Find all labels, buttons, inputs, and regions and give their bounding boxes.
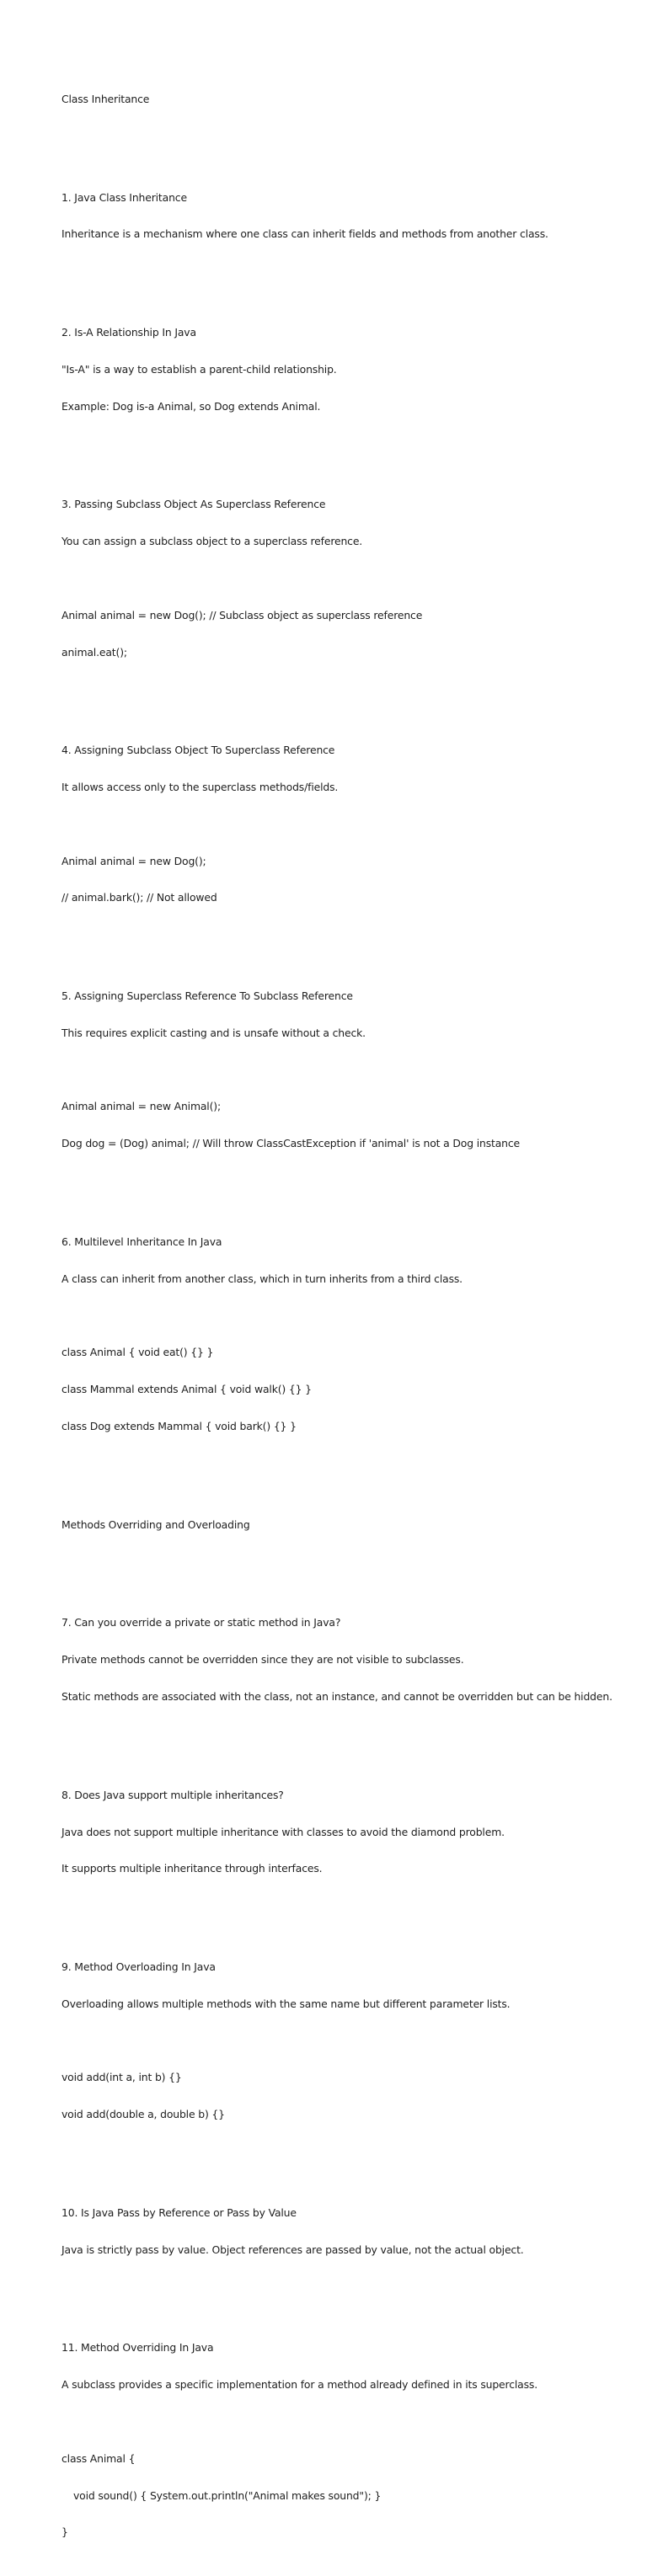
section-heading: 6. Multilevel Inheritance In Java <box>61 1235 222 1248</box>
spacer <box>61 2146 634 2158</box>
spacer <box>61 1555 634 1568</box>
section-heading: 3. Passing Subclass Object As Superclass Reference <box>61 498 326 511</box>
section-text: Inheritance is a mechanism where one class can inherit fields and methods from another class. <box>61 227 548 241</box>
section-text: It allows access only to the superclass methods/fields. <box>61 781 339 794</box>
section-text: Static methods are associated with the class, not an instance, and cannot be overridden but can be hidden. <box>61 1689 612 1703</box>
spacer <box>61 437 634 450</box>
code-line: Dog dog = (Dog) animal; // Will throw ClassCastException if 'animal' is not a Dog instance <box>61 1137 520 1150</box>
code-line: Animal animal = new Animal(); <box>61 1100 221 1113</box>
section-heading: 8. Does Java support multiple inheritances? <box>61 1788 284 1801</box>
section-heading: 5. Assigning Superclass Reference To Subclass Reference <box>61 989 353 1003</box>
section-text: A subclass provides a specific implementation for a method already defined in its superclass. <box>61 2378 537 2392</box>
code-line: class Animal { void eat() {} } <box>61 1346 214 1359</box>
code-line: // animal.bark(); // Not allowed <box>61 891 217 904</box>
spacer <box>61 573 634 585</box>
code-line: class Dog extends Mammal { void bark() {} } <box>61 1419 297 1432</box>
document-body <box>61 56 634 2576</box>
document-title: Class Inheritance <box>61 92 150 105</box>
spacer <box>61 1064 634 1077</box>
code-line: class Mammal extends Animal { void walk() {} } <box>61 1383 312 1396</box>
section-text: "Is-A" is a way to establish a parent-child relationship. <box>61 362 337 376</box>
section-heading: 10. Is Java Pass by Reference or Pass by Value <box>61 2205 297 2219</box>
section-text: Java does not support multiple inheritance with classes to avoid the diamond problem. <box>61 1825 505 1838</box>
code-line: } <box>61 2525 68 2539</box>
spacer <box>61 683 634 696</box>
section-text: Java is strictly pass by value. Object references are passed by value, not the actual object. <box>61 2243 524 2256</box>
spacer <box>61 929 634 941</box>
spacer <box>61 1310 634 1323</box>
code-line: animal.eat(); <box>61 645 127 659</box>
spacer <box>61 1728 634 1741</box>
spacer <box>61 131 634 143</box>
document-subtitle: Methods Overriding and Overloading <box>61 1517 250 1531</box>
spacer <box>61 265 634 278</box>
section-heading: 7. Can you override a private or static method in Java? <box>61 1616 341 1629</box>
spacer <box>61 1900 634 1912</box>
code-line: Animal animal = new Dog(); // Subclass object as superclass reference <box>61 608 423 621</box>
section-text: Private methods cannot be overridden since they are not visible to subclasses. <box>61 1653 464 1667</box>
spacer <box>61 1175 634 1187</box>
section-text: It supports multiple inheritance through interfaces. <box>61 1862 323 1875</box>
section-heading: 4. Assigning Subclass Object To Superclass Reference <box>61 744 335 757</box>
code-line: void sound() { System.out.println("Animal makes sound"); } <box>73 2488 382 2502</box>
section-heading: 9. Method Overloading In Java <box>61 1960 216 1974</box>
section-text: Example: Dog is-a Animal, so Dog extends Animal. <box>61 399 321 413</box>
section-text: Overloading allows multiple methods with the same name but different parameter lists. <box>61 1997 511 2010</box>
section-heading: 2. Is-A Relationship In Java <box>61 326 196 339</box>
code-line: class Animal { <box>61 2451 136 2465</box>
spacer <box>61 1458 634 1470</box>
code-line: Animal animal = new Dog(); <box>61 854 206 867</box>
spacer <box>61 2416 634 2429</box>
section-heading: 1. Java Class Inheritance <box>61 190 187 204</box>
code-line: void add(double a, double b) {} <box>61 2108 225 2121</box>
section-text: This requires explicit casting and is unsafe without a check. <box>61 1026 366 1039</box>
section-text: A class can inherit from another class, which in turn inherits from a third class. <box>61 1272 463 1285</box>
spacer <box>61 819 634 831</box>
section-heading: 11. Method Overriding In Java <box>61 2341 214 2355</box>
code-line: void add(int a, int b) {} <box>61 2071 182 2084</box>
spacer <box>61 2280 634 2293</box>
spacer <box>61 2035 634 2048</box>
section-text: You can assign a subclass object to a superclass reference. <box>61 535 363 548</box>
